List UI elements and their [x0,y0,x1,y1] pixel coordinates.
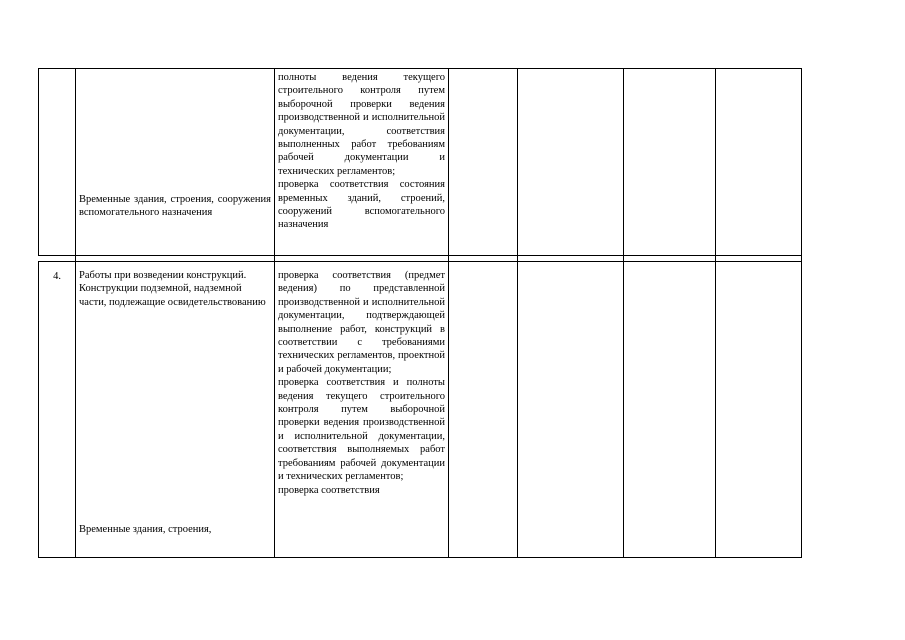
check-description-cell [275,262,449,558]
empty-cell [518,262,624,558]
work-description-cell [76,262,275,558]
check-paragraph: проверка соответствия (предмет ведения) по представленной производственной и исполнительной документации, подтверждающей выполнение работ, конструкций в соответствии с требованиями технических регламентов, проектной и рабочей документации; [278,270,445,375]
empty-cell [518,69,624,256]
empty-cell [716,262,802,558]
work-description-top: Работы при возведении конструкций. Конструкции подземной, надземной части, подлежащие освидетельствованию [79,270,266,308]
empty-cell [449,69,518,256]
check-paragraph: проверка соответствия состояния временных зданий, строений, сооружений вспомогательного назначения [278,179,445,231]
empty-cell [716,69,802,256]
table-row [39,69,802,256]
check-paragraph: проверка соответствия [278,484,380,496]
empty-cell [624,69,716,256]
empty-cell [449,262,518,558]
check-description-cell [275,69,449,256]
row-number-cell [39,262,76,558]
check-paragraph: проверка соответствия и полноты ведения текущего строительного контроля путем выборочной проверки ведения производственной и исполнительной документации, соответствия выполняемых работ требованиям рабочей документации и технических регламентов; [278,377,445,483]
row-number: 4. [53,271,61,282]
check-paragraph: полноты ведения текущего строительного контроля путем выборочной проверки ведения производственной и исполнительной документации, соответствия выполненных работ требованиям рабочей документации и технических регламентов; [278,72,445,177]
work-description-bottom: Временные здания, строения, сооружения вспомогательного назначения [79,194,271,219]
work-description-bottom: Временные здания, строения, [79,524,212,536]
empty-cell [624,262,716,558]
inspection-table [38,68,802,558]
work-description-cell [76,69,275,256]
row-number-cell [39,69,76,256]
table-row [39,262,802,558]
